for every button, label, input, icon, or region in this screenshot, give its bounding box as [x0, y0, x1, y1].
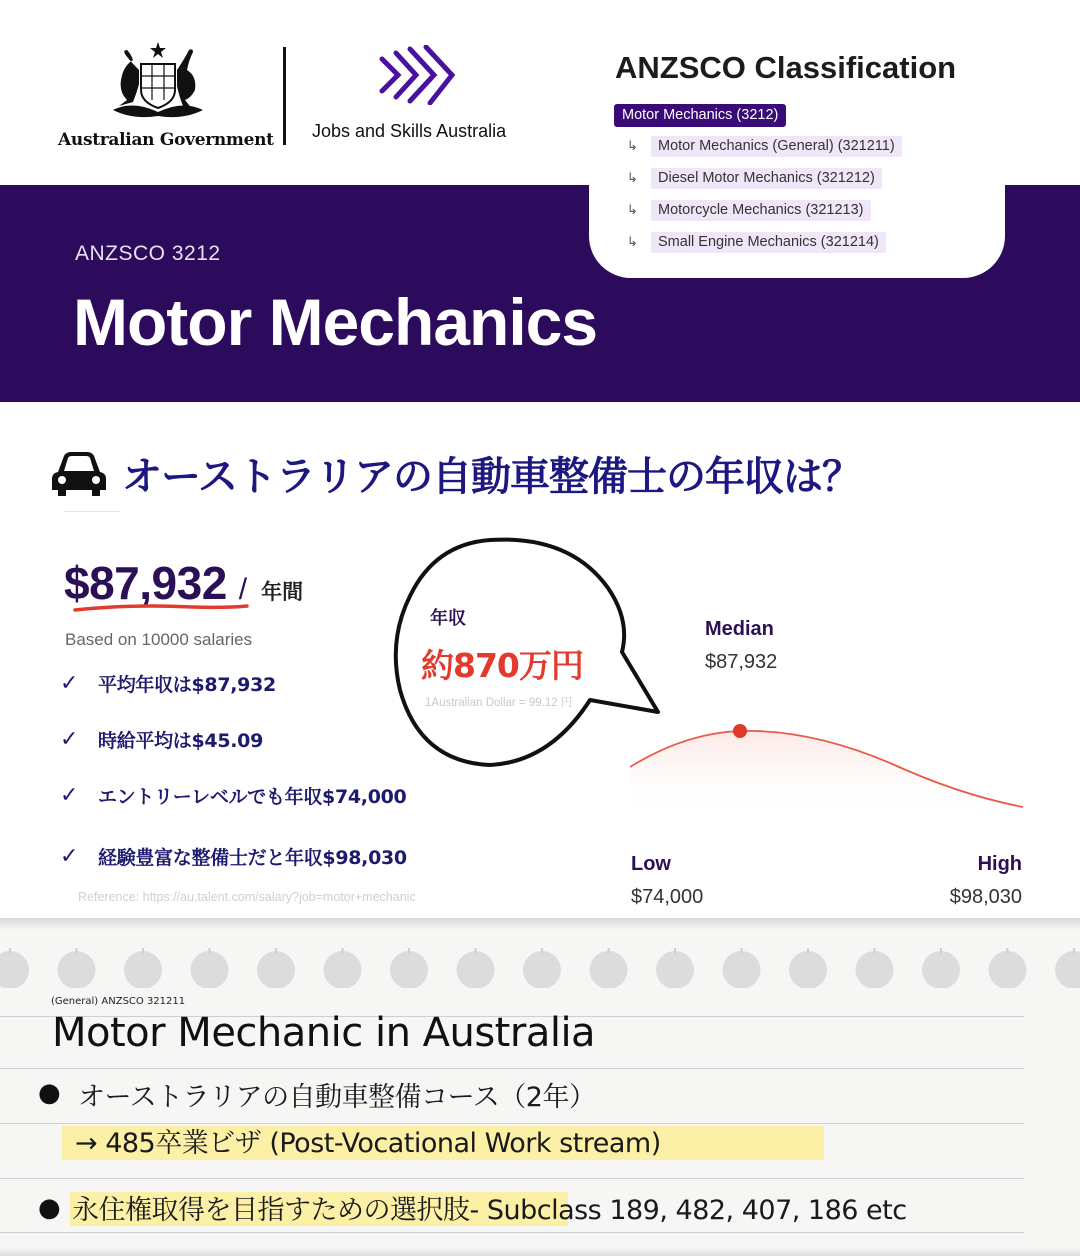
classification-child-label: Small Engine Mechanics (321214): [651, 232, 886, 253]
binder-hole: [0, 951, 29, 988]
coat-of-arms-icon: [103, 40, 213, 122]
classification-child[interactable]: [627, 199, 871, 221]
binder-hole: [1055, 951, 1080, 988]
low-label: Low: [631, 853, 671, 875]
salary-distribution-curve: [630, 715, 1025, 815]
check-icon: ✓: [60, 727, 79, 752]
jsa-logo: [312, 45, 542, 142]
fact-text: 経験豊富な整備士だと年収$98,030: [98, 847, 407, 869]
fact-item: [60, 843, 407, 870]
paper-rule: [0, 1178, 1024, 1179]
red-underline: [72, 601, 250, 617]
classification-child[interactable]: [627, 135, 902, 157]
divider: [64, 511, 120, 512]
sub-arrow-icon: ↳: [627, 138, 638, 153]
fact-item: [60, 726, 263, 753]
exchange-rate: 1Australian Dollar = 99.12 円: [425, 697, 573, 709]
check-icon: ✓: [60, 783, 79, 808]
classification-child-label: Diesel Motor Mechanics (321212): [651, 168, 882, 189]
classification-child[interactable]: [627, 231, 886, 253]
binder-hole: [124, 951, 162, 988]
note-line: [72, 1188, 907, 1227]
binder-hole: [789, 951, 827, 988]
reference-link[interactable]: Reference: https://au.talent.com/salary?job=motor+mechanic: [78, 890, 416, 904]
fact-item: [60, 782, 406, 809]
binder-hole: [457, 951, 495, 988]
bubble-value: 約870万円: [421, 646, 583, 685]
classification-child-label: Motor Mechanics (General) (321211): [651, 136, 902, 157]
fact-text: 時給平均は$45.09: [98, 730, 264, 752]
binder-hole: [58, 951, 96, 988]
sub-arrow-icon: ↳: [627, 234, 638, 249]
bubble-label: 年収: [430, 608, 466, 629]
fact-text: 平均年収は$87,932: [98, 674, 276, 696]
government-name: Australian Government: [58, 130, 274, 150]
binder-hole: [191, 951, 229, 988]
median-value: $87,932: [705, 651, 778, 673]
check-icon: ✓: [60, 671, 79, 696]
australian-government-logo: [58, 40, 274, 150]
occupation-title: Motor Mechanics: [73, 285, 598, 359]
check-icon: ✓: [60, 844, 79, 869]
salary-amount: $87,932: [64, 557, 227, 609]
paper-rule: [0, 1068, 1024, 1069]
anzsco-code: ANZSCO 3212: [75, 242, 221, 265]
salary-period: 年間: [261, 580, 304, 604]
notes-title: Motor Mechanic in Australia: [52, 1010, 596, 1056]
binder-hole: [523, 951, 561, 988]
binder-hole: [324, 951, 362, 988]
binder-hole: [590, 951, 628, 988]
binder-hole: [922, 951, 960, 988]
binder-hole: [723, 951, 761, 988]
car-icon: [50, 446, 108, 500]
classification-child-label: Motorcycle Mechanics (321213): [651, 200, 871, 221]
sub-arrow-icon: ↳: [627, 170, 638, 185]
binder-hole: [257, 951, 295, 988]
classification-title: ANZSCO Classification: [615, 50, 957, 85]
binder-holes: [0, 948, 1080, 988]
paper-bottom-edge: [0, 1248, 1080, 1256]
jsa-name: Jobs and Skills Australia: [312, 121, 507, 141]
binder-hole: [390, 951, 428, 988]
binder-hole: [856, 951, 894, 988]
header-divider: [283, 47, 286, 145]
sub-arrow-icon: ↳: [627, 202, 638, 217]
note-line: オーストラリアの自動車整備コース（2年）: [78, 1082, 596, 1113]
median-marker: [733, 724, 747, 738]
high-label: High: [977, 853, 1022, 875]
salary-slash: /: [238, 573, 248, 606]
paper-rule: [0, 1232, 1024, 1233]
low-value: $74,000: [631, 886, 704, 908]
fact-text: エントリーレベルでも年収$74,000: [98, 786, 407, 808]
classification-card: [589, 40, 1005, 278]
jsa-chevrons-icon: [378, 45, 460, 105]
paper-edge: [0, 918, 1080, 930]
binder-hole: [656, 951, 694, 988]
question-text: オーストラリアの自動車整備士の年収は？: [122, 453, 861, 500]
based-on-count: Based on 10000 salaries: [65, 630, 253, 649]
note-line-part: Subclass 189, 482, 407, 186 etc: [486, 1195, 907, 1226]
notes-subtitle: (General) ANZSCO 321211: [51, 996, 186, 1007]
note-line: → 485卒業ビザ (Post-Vocational Work stream): [75, 1128, 661, 1159]
classification-child[interactable]: [627, 167, 882, 189]
question-heading: [50, 440, 1050, 506]
classification-parent[interactable]: Motor Mechanics (3212): [614, 104, 786, 127]
high-value: $98,030: [949, 886, 1022, 908]
fact-item: [60, 670, 276, 697]
binder-hole: [989, 951, 1027, 988]
bullet-dot-icon: ●: [38, 1193, 61, 1223]
note-line-part: 永住権取得を目指すための選択肢-: [72, 1195, 487, 1226]
bullet-dot-icon: ●: [38, 1078, 61, 1108]
median-label: Median: [705, 618, 774, 640]
